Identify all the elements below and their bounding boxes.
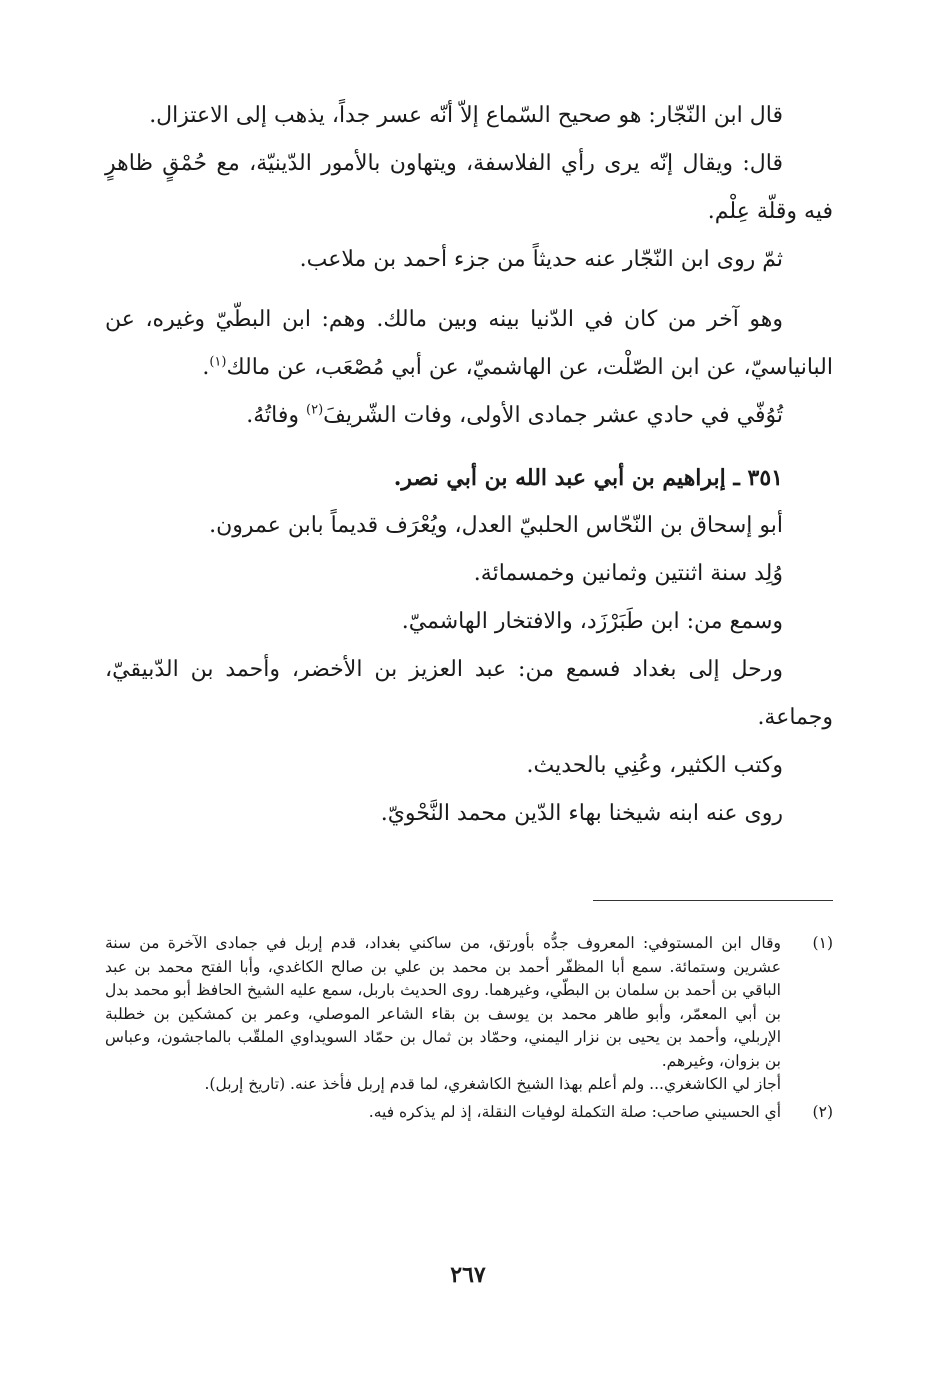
footnote-number: (١) xyxy=(812,934,833,952)
paragraph: روى عنه ابنه شيخنا بهاء الدّين محمد النَّحْويّ. xyxy=(380,801,783,826)
paragraph: وكتب الكثير، وعُنِي بالحديث. xyxy=(526,753,783,778)
footnote-text: أجاز لي الكاشغري... ولم أعلم بهذا الشيخ الكاشغري، لما قدم إربل فأخذ عنه. (تاريخ إربل). xyxy=(204,1075,781,1093)
footnote-text: وقال ابن المستوفي: المعروف جدُّه بأورتق، من ساكني بغداد، قدم إربل في جمادى الآخرة من سنة عشرين وستمائة. سمع أبا المظفّر أحمد بن محمد بن علي بن صالح الكاغدي، وأبا الفتح محمد بن عبد الباقي بن أحمد بن سلمان بن البطّي، وغيرهما. روى الحديث باربل، سمع عليه الشيخ الحافظ أبو محمد بدل بن أبي المعمّر، وأبو طاهر محمد بن يوسف بن بقاء الشاعر الموصلي، وعمر بن كمشكين بن خطلبة الإربلي، وأحمد بن يحيى بن نزار اليمني، وحمّاد بن ثمال بن حمّاد السويداوي الملقّب بالماجشون، وعباس بن بزوان، وغيرهم. xyxy=(105,934,781,1070)
paragraph: وسمع من: ابن طَبَرْزَد، والافتخار الهاشميّ. xyxy=(401,609,783,634)
paragraph-end: . xyxy=(202,355,210,380)
main-text xyxy=(105,92,833,838)
paragraph: قال: ويقال إنّه يرى رأي الفلاسفة، ويتهاون بالأمور الدّينيّة، مع حُمْقٍ ظاهرٍ فيه وقلّة عِلْم. xyxy=(105,151,833,224)
paragraph-text: تُوُفّي في حادي عشر جمادى الأولى، وفات الشّريفَ xyxy=(323,403,783,428)
footnote-body xyxy=(105,1101,781,1125)
footnote-item xyxy=(105,932,833,1097)
footnote-ref[interactable]: (٢) xyxy=(306,402,324,418)
footnote-body xyxy=(105,932,781,1097)
separator-rule xyxy=(593,900,833,901)
paragraph xyxy=(105,296,833,392)
paragraph xyxy=(105,392,833,440)
paragraph-text: وهو آخر من كان في الدّنيا بينه وبين مالك. وهم: ابن البطّيّ وغيره، عن البانياسيّ، عن ابن الصّلْت، عن الهاشميّ، عن أبي مُصْعَب، عن مالك xyxy=(105,307,833,380)
footnote-number: (٢) xyxy=(812,1102,833,1121)
paragraph: ورحل إلى بغداد فسمع من: عبد العزيز بن الأخضر، وأحمد بن الدّبيقيّ، وجماعة. xyxy=(105,657,833,730)
page-number: ٢٦٧ xyxy=(450,1262,486,1288)
footnote-item xyxy=(105,1101,833,1125)
paragraph: أبو إسحاق بن النّحّاس الحلبيّ العدل، ويُعْرَف قديماً بابن عمرون. xyxy=(209,513,783,538)
footnote-text: أي الحسيني صاحب: صلة التكملة لوفيات النقلة، إذ لم يذكره فيه. xyxy=(368,1102,781,1121)
footnote-ref[interactable]: (١) xyxy=(209,354,227,370)
footnotes xyxy=(105,932,833,1128)
paragraph-end: وفاتُهُ. xyxy=(246,403,306,428)
paragraph: قال ابن النّجّار: هو صحيح السّماع إلاّ أنّه عسر جداً، يذهب إلى الاعتزال. xyxy=(149,103,783,128)
paragraph: ثمّ روى ابن النّجّار عنه حديثاً من جزء أحمد بن ملاعب. xyxy=(299,247,783,272)
entry-heading: ٣٥١ ـ إبراهيم بن أبي عبد الله بن أبي نصر. xyxy=(393,465,783,491)
paragraph: وُلِد سنة اثنتين وثمانين وخمسمائة. xyxy=(473,561,783,586)
